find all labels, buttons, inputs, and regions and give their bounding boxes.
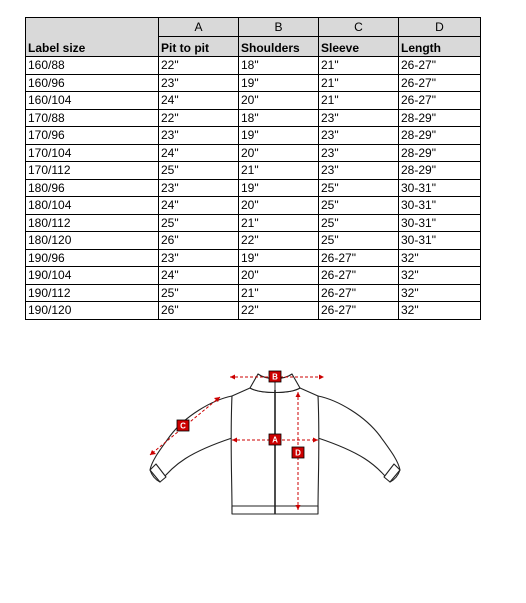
- measurement-cell: 26-27": [319, 284, 399, 302]
- measurement-cell: 30-31": [399, 179, 481, 197]
- letter-d-header: D: [399, 18, 481, 37]
- measurement-cell: 21": [239, 214, 319, 232]
- measurement-cell: 20": [239, 197, 319, 215]
- measurement-cell: 26-27": [319, 267, 399, 285]
- label-size-cell: 160/104: [26, 92, 159, 110]
- label-size-cell: 160/88: [26, 57, 159, 75]
- measurement-cell: 24": [159, 267, 239, 285]
- measurement-cell: 23": [159, 179, 239, 197]
- measurement-cell: 20": [239, 144, 319, 162]
- measurement-cell: 21": [239, 162, 319, 180]
- measurement-cell: 30-31": [399, 214, 481, 232]
- measurement-cell: 32": [399, 267, 481, 285]
- measurement-cell: 26-27": [399, 74, 481, 92]
- measurement-cell: 22": [159, 109, 239, 127]
- measurement-cell: 23": [319, 144, 399, 162]
- pit-to-pit-header: Pit to pit: [159, 37, 239, 57]
- measurement-cell: 26-27": [399, 92, 481, 110]
- label-size-cell: 170/96: [26, 127, 159, 145]
- measurement-cell: 26-27": [399, 57, 481, 75]
- size-row: [26, 284, 481, 302]
- measurement-cell: 28-29": [399, 109, 481, 127]
- size-row: [26, 214, 481, 232]
- size-row: [26, 144, 481, 162]
- measurement-cell: 23": [319, 109, 399, 127]
- size-row: [26, 197, 481, 215]
- arrow-b-right: [319, 375, 324, 380]
- size-row: [26, 249, 481, 267]
- left-sleeve: [150, 396, 232, 482]
- label-size-cell: 190/120: [26, 302, 159, 320]
- measurement-cell: 30-31": [399, 232, 481, 250]
- size-row: [26, 57, 481, 75]
- measurement-cell: 18": [239, 109, 319, 127]
- measurement-cell: 30-31": [399, 197, 481, 215]
- label-size-cell: 180/120: [26, 232, 159, 250]
- size-row: [26, 162, 481, 180]
- measurement-cell: 22": [239, 232, 319, 250]
- label-size-cell: 160/96: [26, 74, 159, 92]
- measurement-cell: 26": [159, 232, 239, 250]
- label-d: D: [295, 448, 301, 458]
- measurement-cell: 24": [159, 197, 239, 215]
- measurement-cell: 32": [399, 249, 481, 267]
- measurement-cell: 28-29": [399, 127, 481, 145]
- measurement-cell: 26-27": [319, 302, 399, 320]
- label-size-header: Label size: [28, 41, 86, 55]
- label-size-cell: 180/104: [26, 197, 159, 215]
- size-row: [26, 127, 481, 145]
- measurement-cell: 24": [159, 144, 239, 162]
- measurement-cell: 21": [319, 74, 399, 92]
- label-a: A: [272, 435, 278, 445]
- measurement-cell: 20": [239, 92, 319, 110]
- measurement-cell: 23": [319, 127, 399, 145]
- corner-header-cell: [26, 18, 159, 57]
- measurement-cell: 25": [319, 232, 399, 250]
- letter-c-header: C: [319, 18, 399, 37]
- measurement-cell: 32": [399, 302, 481, 320]
- arrow-b-left: [230, 375, 235, 380]
- size-row: [26, 302, 481, 320]
- label-size-cell: 180/112: [26, 214, 159, 232]
- measurement-cell: 23": [159, 74, 239, 92]
- label-b: B: [272, 372, 278, 382]
- letter-a-header: A: [159, 18, 239, 37]
- measurement-cell: 21": [319, 92, 399, 110]
- shoulders-header: Shoulders: [239, 37, 319, 57]
- right-sleeve: [318, 396, 400, 482]
- measurement-cell: 19": [239, 127, 319, 145]
- size-row: [26, 109, 481, 127]
- measurement-cell: 22": [159, 57, 239, 75]
- measurement-cell: 28-29": [399, 162, 481, 180]
- measurement-cell: 25": [159, 162, 239, 180]
- measurement-cell: 25": [159, 284, 239, 302]
- sleeve-header: Sleeve: [319, 37, 399, 57]
- measurement-cell: 21": [319, 57, 399, 75]
- measurement-cell: 32": [399, 284, 481, 302]
- label-size-cell: 170/104: [26, 144, 159, 162]
- label-size-cell: 180/96: [26, 179, 159, 197]
- label-size-cell: 170/88: [26, 109, 159, 127]
- size-row: [26, 74, 481, 92]
- measurement-cell: 25": [159, 214, 239, 232]
- letter-b-header: B: [239, 18, 319, 37]
- label-size-cell: 190/96: [26, 249, 159, 267]
- measurement-cell: 21": [239, 284, 319, 302]
- measurement-cell: 25": [319, 197, 399, 215]
- measurement-cell: 26": [159, 302, 239, 320]
- measurement-cell: 23": [319, 162, 399, 180]
- arrow-c-bottom: [150, 450, 156, 455]
- measurement-cell: 28-29": [399, 144, 481, 162]
- length-header: Length: [399, 37, 481, 57]
- label-size-cell: 190/112: [26, 284, 159, 302]
- measurement-cell: 23": [159, 249, 239, 267]
- size-row: [26, 232, 481, 250]
- label-size-cell: 190/104: [26, 267, 159, 285]
- measurement-cell: 25": [319, 179, 399, 197]
- measurement-cell: 19": [239, 179, 319, 197]
- size-row: [26, 92, 481, 110]
- measurement-cell: 19": [239, 74, 319, 92]
- measurement-letter-row: [26, 18, 481, 37]
- label-c: C: [180, 421, 186, 431]
- measurement-cell: 18": [239, 57, 319, 75]
- measurement-cell: 26-27": [319, 249, 399, 267]
- measurement-cell: 25": [319, 214, 399, 232]
- jacket-measurement-diagram: [140, 360, 410, 520]
- size-row: [26, 179, 481, 197]
- size-row: [26, 267, 481, 285]
- measurement-cell: 23": [159, 127, 239, 145]
- measurement-cell: 20": [239, 267, 319, 285]
- measurement-cell: 19": [239, 249, 319, 267]
- label-size-cell: 170/112: [26, 162, 159, 180]
- size-chart-table: [25, 17, 481, 320]
- measurement-cell: 24": [159, 92, 239, 110]
- measurement-cell: 22": [239, 302, 319, 320]
